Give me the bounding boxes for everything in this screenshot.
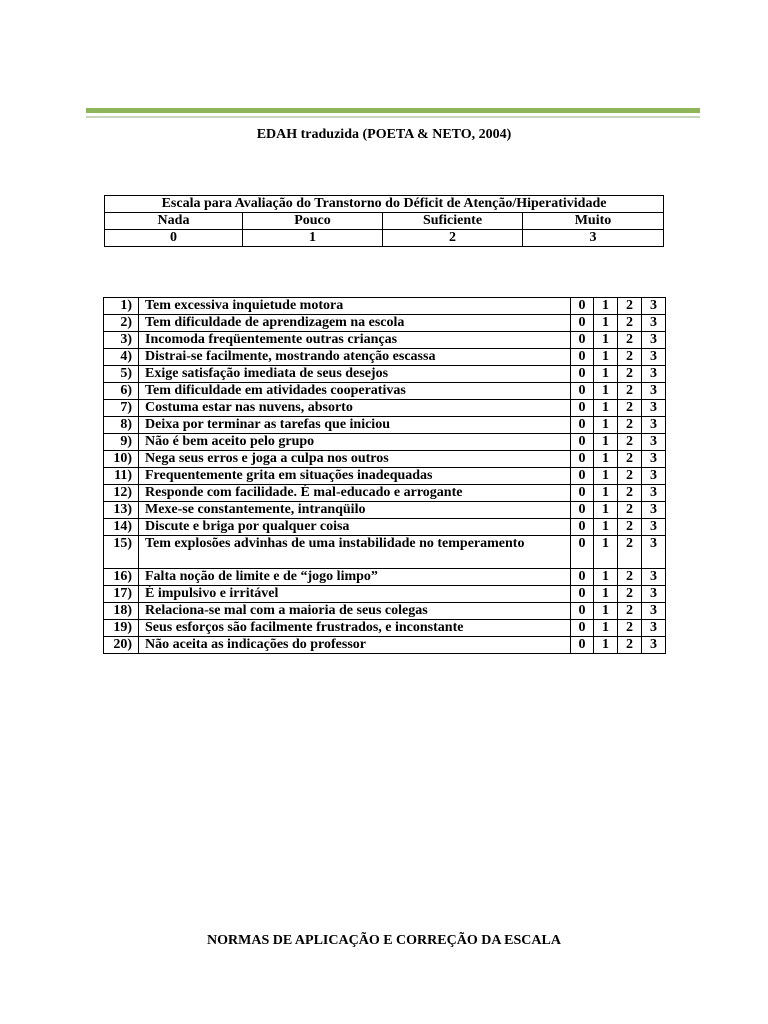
score-option-3[interactable]: 3	[642, 298, 666, 315]
item-row	[104, 586, 666, 603]
item-text: É impulsivo e irritável	[139, 586, 571, 603]
item-text: Nega seus erros e joga a culpa nos outros	[139, 451, 571, 468]
item-text: Tem dificuldade em atividades cooperativas	[139, 383, 571, 400]
item-row	[104, 468, 666, 485]
item-text: Seus esforços são facilmente frustrados, e inconstante	[139, 620, 571, 637]
item-text: Deixa por terminar as tarefas que iniciou	[139, 417, 571, 434]
item-number: 19)	[104, 620, 139, 637]
item-text: Relaciona-se mal com a maioria de seus colegas	[139, 603, 571, 620]
score-option-1[interactable]: 1	[594, 536, 618, 569]
legend-table	[104, 195, 664, 247]
score-option-2[interactable]: 2	[618, 637, 642, 654]
item-row	[104, 315, 666, 332]
item-number: 2)	[104, 315, 139, 332]
item-number: 4)	[104, 349, 139, 366]
score-option-1[interactable]: 1	[594, 349, 618, 366]
item-text: Discute e briga por qualquer coisa	[139, 519, 571, 536]
score-option-3[interactable]: 3	[642, 383, 666, 400]
score-option-3[interactable]: 3	[642, 400, 666, 417]
item-number: 17)	[104, 586, 139, 603]
score-option-0[interactable]: 0	[571, 519, 594, 536]
score-option-1[interactable]: 1	[594, 400, 618, 417]
score-option-3[interactable]: 3	[642, 603, 666, 620]
score-option-1[interactable]: 1	[594, 366, 618, 383]
item-row	[104, 417, 666, 434]
item-number: 12)	[104, 485, 139, 502]
score-option-0[interactable]: 0	[571, 468, 594, 485]
item-number: 3)	[104, 332, 139, 349]
score-option-3[interactable]: 3	[642, 468, 666, 485]
score-option-1[interactable]: 1	[594, 417, 618, 434]
score-option-1[interactable]: 1	[594, 315, 618, 332]
document-title: EDAH traduzida (POETA & NETO, 2004)	[256, 127, 512, 142]
item-number: 13)	[104, 502, 139, 519]
score-option-1[interactable]: 1	[594, 383, 618, 400]
score-option-0[interactable]: 0	[571, 586, 594, 603]
score-option-1[interactable]: 1	[594, 519, 618, 536]
legend-value-0: 0	[105, 230, 243, 247]
item-number: 16)	[104, 569, 139, 586]
score-option-0[interactable]: 0	[571, 451, 594, 468]
score-option-3[interactable]: 3	[642, 620, 666, 637]
score-option-0[interactable]: 0	[571, 315, 594, 332]
score-option-0[interactable]: 0	[571, 400, 594, 417]
item-row	[104, 603, 666, 620]
score-option-3[interactable]: 3	[642, 434, 666, 451]
score-option-3[interactable]: 3	[642, 315, 666, 332]
score-option-3[interactable]: 3	[642, 536, 666, 569]
footer-heading: NORMAS DE APLICAÇÃO E CORREÇÃO DA ESCALA	[207, 933, 561, 948]
score-option-2[interactable]: 2	[618, 332, 642, 349]
score-option-2[interactable]: 2	[618, 366, 642, 383]
score-option-2[interactable]: 2	[618, 536, 642, 569]
score-option-1[interactable]: 1	[594, 586, 618, 603]
score-option-0[interactable]: 0	[571, 434, 594, 451]
score-option-1[interactable]: 1	[594, 603, 618, 620]
score-option-0[interactable]: 0	[571, 569, 594, 586]
score-option-3[interactable]: 3	[642, 417, 666, 434]
score-option-0[interactable]: 0	[571, 620, 594, 637]
score-option-0[interactable]: 0	[571, 502, 594, 519]
score-option-1[interactable]: 1	[594, 620, 618, 637]
score-option-2[interactable]: 2	[618, 417, 642, 434]
score-option-2[interactable]: 2	[618, 400, 642, 417]
score-option-3[interactable]: 3	[642, 451, 666, 468]
item-row	[104, 536, 666, 569]
item-row	[104, 400, 666, 417]
item-number: 15)	[104, 536, 139, 569]
score-option-2[interactable]: 2	[618, 502, 642, 519]
score-option-1[interactable]: 1	[594, 451, 618, 468]
header-rule-green	[86, 108, 700, 113]
score-option-1[interactable]: 1	[594, 637, 618, 654]
score-option-2[interactable]: 2	[618, 298, 642, 315]
item-row	[104, 485, 666, 502]
item-text: Incomoda freqüentemente outras crianças	[139, 332, 571, 349]
score-option-2[interactable]: 2	[618, 620, 642, 637]
score-option-2[interactable]: 2	[618, 451, 642, 468]
item-text: Responde com facilidade. É mal-educado e arrogante	[139, 485, 571, 502]
score-option-0[interactable]: 0	[571, 298, 594, 315]
item-row	[104, 451, 666, 468]
legend-value-2: 2	[383, 230, 523, 247]
score-option-0[interactable]: 0	[571, 366, 594, 383]
score-option-2[interactable]: 2	[618, 519, 642, 536]
item-number: 14)	[104, 519, 139, 536]
item-number: 7)	[104, 400, 139, 417]
item-text: Não aceita as indicações do professor	[139, 637, 571, 654]
score-option-1[interactable]: 1	[594, 298, 618, 315]
item-row	[104, 620, 666, 637]
item-number: 8)	[104, 417, 139, 434]
legend-label-nada: Nada	[105, 213, 243, 230]
score-option-0[interactable]: 0	[571, 603, 594, 620]
item-text: Frequentemente grita em situações inadequadas	[139, 468, 571, 485]
score-option-3[interactable]: 3	[642, 569, 666, 586]
item-row	[104, 298, 666, 315]
item-row	[104, 366, 666, 383]
score-option-3[interactable]: 3	[642, 502, 666, 519]
item-text: Tem excessiva inquietude motora	[139, 298, 571, 315]
item-number: 9)	[104, 434, 139, 451]
score-option-0[interactable]: 0	[571, 417, 594, 434]
score-option-2[interactable]: 2	[618, 569, 642, 586]
item-number: 5)	[104, 366, 139, 383]
item-number: 6)	[104, 383, 139, 400]
score-option-3[interactable]: 3	[642, 485, 666, 502]
header-rule-grey	[86, 116, 700, 118]
item-text: Costuma estar nas nuvens, absorto	[139, 400, 571, 417]
items-body	[104, 298, 666, 654]
score-option-1[interactable]: 1	[594, 468, 618, 485]
score-option-1[interactable]: 1	[594, 502, 618, 519]
score-option-1[interactable]: 1	[594, 569, 618, 586]
score-option-0[interactable]: 0	[571, 536, 594, 569]
item-row	[104, 434, 666, 451]
legend-label-muito: Muito	[523, 213, 664, 230]
score-option-0[interactable]: 0	[571, 383, 594, 400]
score-option-0[interactable]: 0	[571, 332, 594, 349]
score-option-0[interactable]: 0	[571, 485, 594, 502]
legend-label-pouco: Pouco	[243, 213, 383, 230]
score-option-3[interactable]: 3	[642, 586, 666, 603]
item-row	[104, 383, 666, 400]
score-option-1[interactable]: 1	[594, 485, 618, 502]
legend-value-1: 1	[243, 230, 383, 247]
item-row	[104, 519, 666, 536]
item-number: 11)	[104, 468, 139, 485]
item-row	[104, 332, 666, 349]
score-option-0[interactable]: 0	[571, 637, 594, 654]
score-option-2[interactable]: 2	[618, 434, 642, 451]
score-option-2[interactable]: 2	[618, 485, 642, 502]
score-option-2[interactable]: 2	[618, 468, 642, 485]
score-option-3[interactable]: 3	[642, 366, 666, 383]
score-option-2[interactable]: 2	[618, 603, 642, 620]
item-row	[104, 569, 666, 586]
score-option-2[interactable]: 2	[618, 349, 642, 366]
legend-heading: Escala para Avaliação do Transtorno do Déficit de Atenção/Hiperatividade	[105, 196, 664, 213]
item-row	[104, 502, 666, 519]
score-option-1[interactable]: 1	[594, 332, 618, 349]
item-number: 18)	[104, 603, 139, 620]
item-text: Mexe-se constantemente, intranqüilo	[139, 502, 571, 519]
legend-label-suficiente: Suficiente	[383, 213, 523, 230]
item-row	[104, 349, 666, 366]
item-text: Falta noção de limite e de “jogo limpo”	[139, 569, 571, 586]
item-text: Exige satisfação imediata de seus desejos	[139, 366, 571, 383]
item-text: Distrai-se facilmente, mostrando atenção escassa	[139, 349, 571, 366]
score-option-2[interactable]: 2	[618, 315, 642, 332]
item-number: 20)	[104, 637, 139, 654]
item-number: 1)	[104, 298, 139, 315]
score-option-3[interactable]: 3	[642, 637, 666, 654]
score-option-3[interactable]: 3	[642, 519, 666, 536]
legend-value-3: 3	[523, 230, 664, 247]
item-row	[104, 637, 666, 654]
score-option-1[interactable]: 1	[594, 434, 618, 451]
score-option-2[interactable]: 2	[618, 586, 642, 603]
score-option-3[interactable]: 3	[642, 332, 666, 349]
score-option-2[interactable]: 2	[618, 383, 642, 400]
item-text: Não é bem aceito pelo grupo	[139, 434, 571, 451]
item-number: 10)	[104, 451, 139, 468]
item-text: Tem dificuldade de aprendizagem na escola	[139, 315, 571, 332]
items-table	[103, 297, 666, 654]
item-text: Tem explosões advinhas de uma instabilidade no temperamento	[139, 536, 571, 569]
score-option-0[interactable]: 0	[571, 349, 594, 366]
score-option-3[interactable]: 3	[642, 349, 666, 366]
